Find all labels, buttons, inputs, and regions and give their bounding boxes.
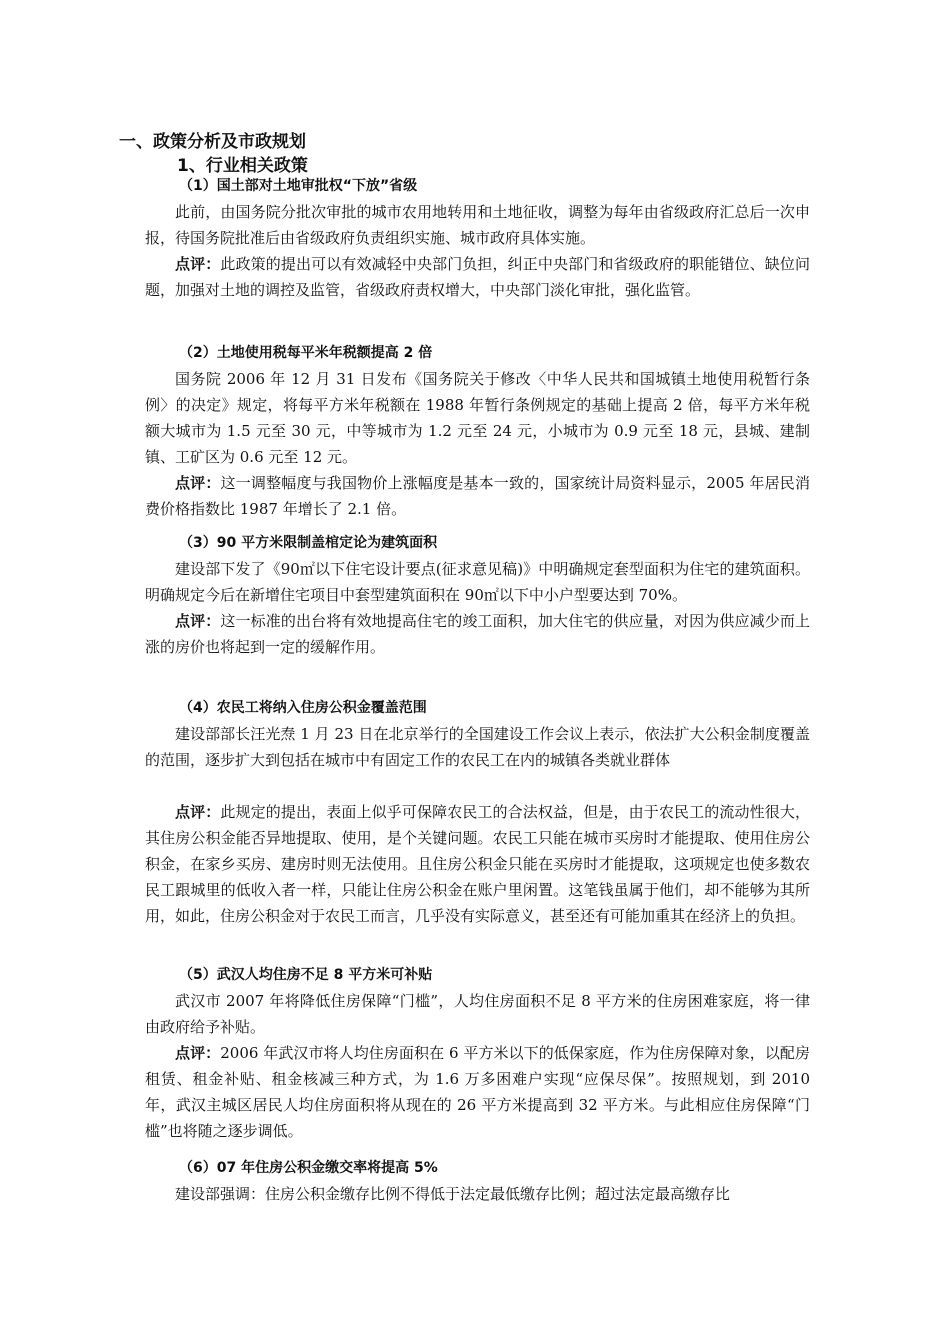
comment-label: 点评：: [175, 612, 221, 630]
policy-body: 建设部强调：住房公积金缴存比例不得低于法定最低缴存比例；超过法定最高缴存比: [175, 1185, 731, 1203]
policy-title: （3）90 平方米限制盖棺定论为建筑面积: [179, 535, 438, 551]
comment-label: 点评：: [175, 474, 221, 492]
comment-label: 点评：: [175, 803, 221, 821]
comment-label: 点评：: [175, 255, 221, 273]
comment-text: 这一标准的出台将有效地提高住宅的竣工面积，加大住宅的供应量，对因为供应减少而上涨的房价也将起到一定的缓解作用。: [145, 612, 810, 656]
policy-body: 国务院 2006 年 12 月 31 日发布《国务院关于修改〈中华人民共和国城镇土地使用税暂行条例〉的决定》规定，将每平方米年税额在 1988 年暂行条例规定的基础上提高 2 倍，每平方米年税额大城市为 1.5 元至 30 元，中等城市为 1.2 元至 24 元，小城市为 0.9 元至 18 元，县城、建制镇、工矿区为 0.6 元至 12 元。: [145, 370, 810, 466]
policy-title: （5）武汉人均住房不足 8 平方米可补贴: [179, 967, 433, 983]
policy-comment: [145, 1040, 810, 1144]
policy-body: 建设部下发了《90㎡以下住宅设计要点(征求意见稿)》中明确规定套型面积为住宅的建筑面积。明确规定今后在新增住宅项目中套型建筑面积在 90㎡以下中小户型要达到 70%。: [145, 560, 810, 604]
policy-comment: [145, 799, 810, 929]
policy-title: （4）农民工将纳入住房公积金覆盖范围: [179, 700, 427, 716]
policy-section-2: [145, 342, 810, 522]
policy-section-4: [145, 697, 810, 929]
section-heading-1: 一、政策分析及市政规划: [119, 132, 306, 152]
policy-body: 此前，由国务院分批次审批的城市农用地转用和土地征收，调整为每年由省级政府汇总后一次申报，待国务院批准后由省级政府负责组织实施、城市政府具体实施。: [145, 203, 810, 247]
policy-comment: [145, 251, 810, 303]
policy-section-3: [145, 532, 810, 660]
policy-title: （1）国土部对土地审批权“下放”省级: [179, 178, 418, 194]
policy-comment: [145, 470, 810, 522]
policy-comment: [145, 608, 810, 660]
policy-title: （2）土地使用税每平米年税额提高 2 倍: [179, 345, 433, 361]
policy-title: （6）07 年住房公积金缴交率将提高 5%: [179, 1160, 438, 1176]
section-heading-2: 1、行业相关政策: [177, 156, 308, 176]
policy-section-5: [145, 964, 810, 1144]
comment-text: 2006 年武汉市将人均住房面积在 6 平方米以下的低保家庭，作为住房保障对象，以配房租赁、租金补贴、租金核减三种方式，为 1.6 万多困难户实现“应保尽保”。按照规划，到 2010 年，武汉主城区居民人均住房面积将从现在的 26 平方米提高到 32 平方米。与此相应住房保障“门槛”也将随之逐步调低。: [145, 1044, 810, 1140]
policy-section-1: [145, 175, 810, 303]
comment-text: 此规定的提出，表面上似乎可保障农民工的合法权益，但是，由于农民工的流动性很大，其住房公积金能否异地提取、使用，是个关键问题。农民工只能在城市买房时才能提取、使用住房公积金，在家乡买房、建房时则无法使用。且住房公积金只能在买房时才能提取，这项规定也使多数农民工跟城里的低收入者一样，只能让住房公积金在账户里闲置。这笔钱虽属于他们，却不能够为其所用，如此，住房公积金对于农民工而言，几乎没有实际意义，甚至还有可能加重其在经济上的负担。: [145, 803, 810, 925]
policy-body: 建设部部长汪光焘 1 月 23 日在北京举行的全国建设工作会议上表示，依法扩大公积金制度覆盖的范围，逐步扩大到包括在城市中有固定工作的农民工在内的城镇各类就业群体: [145, 725, 810, 769]
comment-label: 点评：: [175, 1044, 221, 1062]
comment-text: 这一调整幅度与我国物价上涨幅度是基本一致的，国家统计局资料显示，2005 年居民消费价格指数比 1987 年增长了 2.1 倍。: [145, 474, 810, 518]
comment-text: 此政策的提出可以有效减轻中央部门负担，纠正中央部门和省级政府的职能错位、缺位问题，加强对土地的调控及监管，省级政府责权增大，中央部门淡化审批，强化监管。: [145, 255, 810, 299]
policy-body: 武汉市 2007 年将降低住房保障“门槛”，人均住房面积不足 8 平方米的住房困难家庭，将一律由政府给予补贴。: [145, 992, 810, 1036]
policy-section-6: [145, 1157, 810, 1207]
